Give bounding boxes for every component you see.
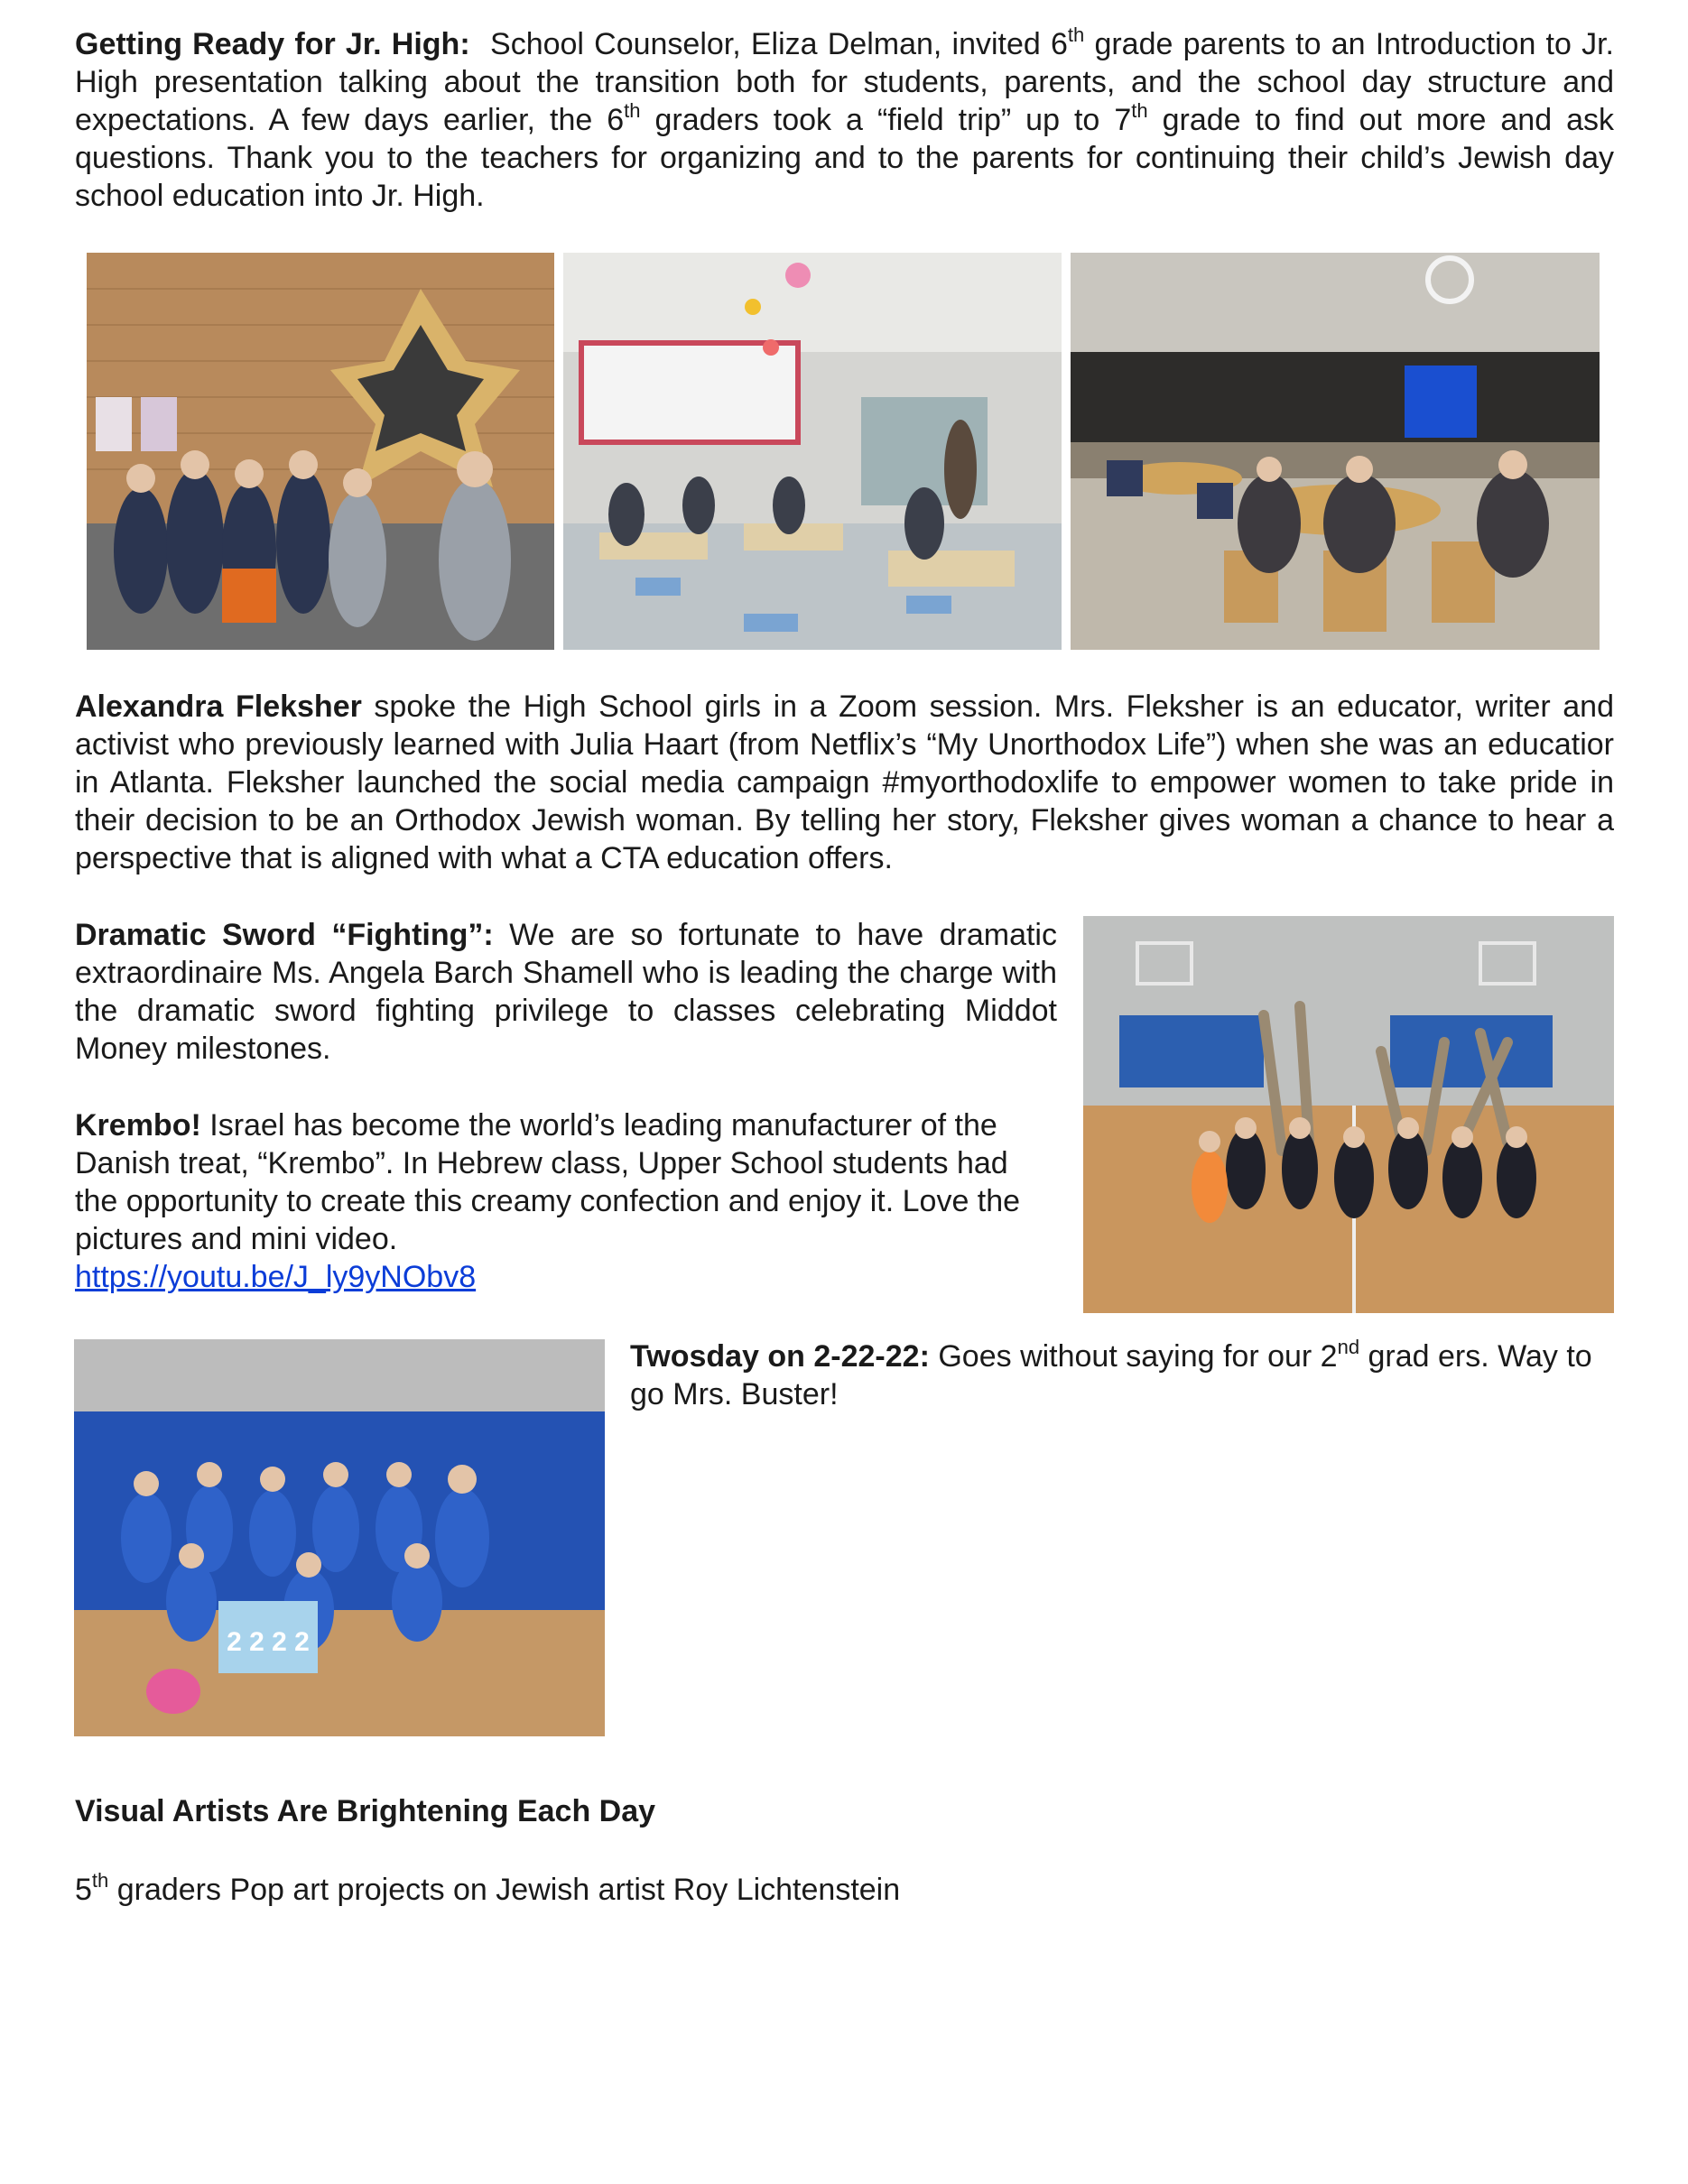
- section-getting-ready: Getting Ready for Jr. High: School Counselor, Eliza Delman, invited 6th grade parents to an Introduction to Jr. High presentation talking about the transition both for students, parents, and the school day structure and expectations. A few days earlier, the 6th graders took a “field trip” up to 7th grade to find out more and ask questions. Thank you to the teachers for organizing and to the parents for continuing their child’s Jewish day school education into Jr. High.: [75, 23, 1615, 213]
- visual-artists-heading: Visual Artists Are Brightening Each Day: [75, 1794, 656, 1828]
- section-heading: Twosday on 2-22-22:: [630, 1339, 930, 1374]
- photo-parents-meeting: [1071, 253, 1600, 650]
- section-heading: Getting Ready for Jr. High:: [75, 27, 470, 61]
- photo-sword-fighting: [1083, 916, 1614, 1313]
- section-dramatic-sword: Dramatic Sword “Fighting”: We are so fortunate to have dramatic extraordinaire Ms. Angela Barch Shamell who is leading the charge with the dramatic sword fighting privilege to classes celebrating Middot Money milestones.: [75, 918, 1057, 1066]
- section-twosday: Twosday on 2-22-22: Goes without saying for our 2nd grad ers. Way to go Mrs. Buster!: [630, 1335, 1592, 1411]
- section-heading: Dramatic Sword “Fighting”:: [75, 918, 494, 952]
- section-heading: Alexandra Fleksher: [75, 689, 362, 724]
- section-alexandra-fleksher: Alexandra Fleksher spoke the High School girls in a Zoom session. Mrs. Fleksher is an educator, writer and activist who previously learned with Julia Haart (from Netflix’s “My Unorthodox Life”) when she was an educatior in Atlanta. Fleksher launched the social media campaign #myorthodoxlife to empower women to take pride in their decision to be an Orthodox Jewish woman. By telling her story, Fleksher gives woman a chance to hear a perspective that is aligned with what a CTA education offers.: [75, 689, 1614, 875]
- section-heading: Krembo!: [75, 1108, 201, 1143]
- photo-twosday: [74, 1339, 605, 1736]
- visual-artists-caption: 5th graders Pop art projects on Jewish artist Roy Lichtenstein: [75, 1868, 901, 1907]
- twosday-sign: 2 2 2 2: [227, 1627, 310, 1657]
- photo-classroom: [563, 253, 1062, 650]
- photo-students-wall: [87, 253, 554, 650]
- krembo-video-link[interactable]: https://youtu.be/J_ly9yNObv8: [75, 1260, 477, 1294]
- section-krembo: Krembo! Israel has become the world’s leading manufacturer of the Danish treat, “Krembo”. In Hebrew class, Upper School students had the opportunity to create this creamy confection and enjoy it. Love the pictures and mini video. https://youtu.be/J_ly9yNObv8: [75, 1108, 1021, 1294]
